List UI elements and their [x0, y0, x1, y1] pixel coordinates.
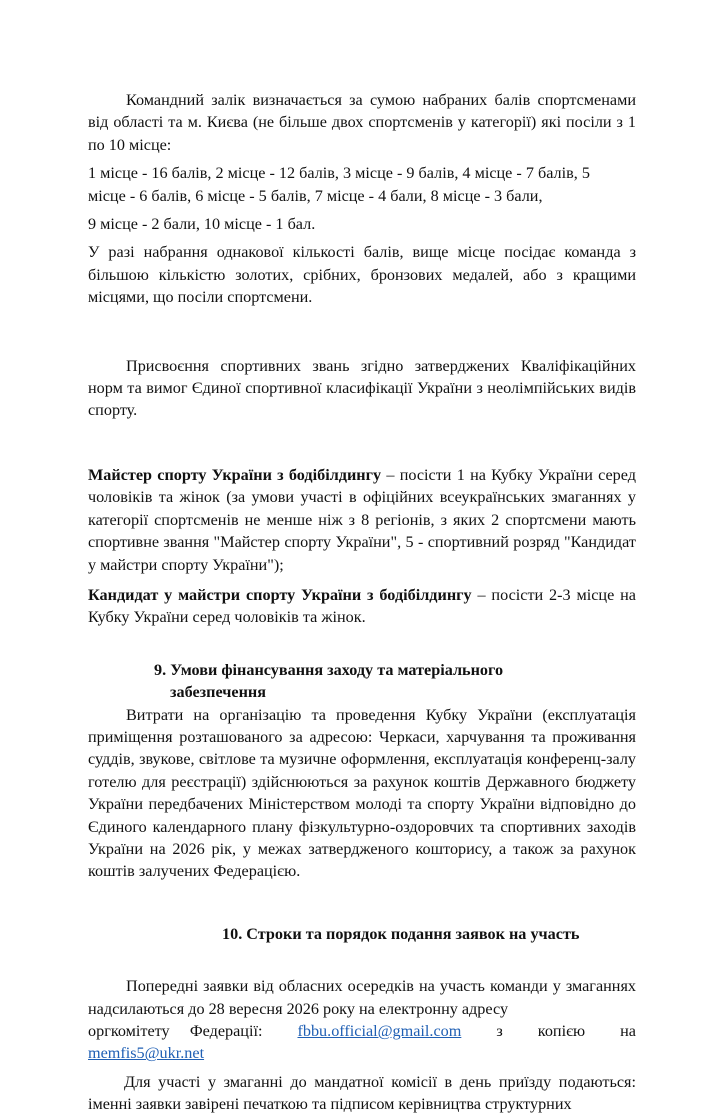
email-link-fbbu[interactable]: fbbu.official@gmail.com	[297, 1022, 462, 1040]
orgcommittee-label: оргкомітету Федерації:	[88, 1022, 263, 1040]
master-of-sport-text: – посісти 1 на Кубку України серед чоловіків та жінок (за умови участі в офіційних всеукраїнських змаганнях у категорії спортсменів не менше ніж з 8 регіонів, з яких 2 спортсмени мають спортивне звання "Майстер спорту України", 5 - спортивний розряд "Кандидат у майстри спорту України");	[88, 465, 636, 574]
section-9-heading-line1: 9. Умови фінансування заходу та матеріального	[154, 660, 504, 679]
candidate-master-rule	[88, 584, 636, 629]
points-line: 9 місце - 2 бали, 10 місце - 1 бал.	[88, 215, 316, 234]
section-10-text: Попередні заявки від обласних осередків на участь команди у змаганнях надсилаються до 28 вересня 2026 року на електронну адресу	[88, 977, 636, 1018]
section-9-heading-line2: забезпечення	[170, 683, 267, 702]
titles-intro: Присвоєння спортивних звань згідно затверджених Кваліфікаційних норм та вимог Єдиної спортивної класифікації України з неолімпійських видів спорту.	[88, 356, 636, 420]
section-9-text: Витрати на організацію та проведення Кубку України (експлуатація приміщення розташованого за адресою: Черкаси, харчування та проживання суддів, звукове, світлове та музичне оформлення, експлуатація конференц-залу готелю для реєстрації) здійснюються за рахунок коштів Державного бюджету України передбачених Міністерством молоді та спорту України відповідно до Єдиного календарного плану фізкультурно-оздоровчих та спортивних заходів України на 2026 рік, у межах затвердженого кошторису, а також за рахунок коштів залучених Федерацією.	[88, 705, 636, 881]
points-line: 1 місце - 16 балів, 2 місце - 12 балів, 3 місце - 9 балів, 4 місце - 7 балів, 5	[88, 164, 590, 183]
section-10-heading: 10. Строки та порядок подання заявок на участь	[222, 924, 580, 943]
email-line-2	[88, 1042, 636, 1064]
section-9-heading	[88, 659, 636, 704]
points-line: місце - 6 балів, 6 місце - 5 балів, 7 місце - 4 бали, 8 місце - 3 бали,	[88, 186, 543, 205]
candidate-master-text: – посісти 2-3 місце на Кубку України серед чоловіків та жінок.	[88, 585, 636, 627]
to-word: на	[620, 1022, 636, 1040]
points-list	[88, 162, 636, 235]
document-body	[88, 89, 636, 1116]
tiebreak-rule: У разі набрання однакової кількості балів, вище місце посідає команда з більшою кількістю золотих, срібних, бронзових медалей, або з кращими місцями, що посіли спортсмени.	[88, 243, 636, 307]
email-line	[88, 1020, 636, 1042]
email-link-memfis[interactable]: memfis5@ukr.net	[88, 1044, 205, 1063]
candidate-master-title: Кандидат у майстри спорту України з бодібілдингу	[88, 585, 472, 604]
team-scoring-intro: Командний залік визначається за сумою набраних балів спортсменами від області та м. Києва (не більше двох спортсменів у категорії) які посіли з 1 по 10 місце:	[88, 91, 636, 154]
with-word: з	[496, 1022, 503, 1040]
mandate-commission-text: Для участі у змаганні до мандатної комісії в день приїзду подаються: іменні заявки завірені печаткою та підписом керівництва структурних	[88, 1072, 636, 1114]
copy-label: копією	[537, 1022, 586, 1040]
master-of-sport-rule	[88, 464, 636, 576]
master-of-sport-title: Майстер спорту України з бодібілдингу	[88, 465, 382, 484]
